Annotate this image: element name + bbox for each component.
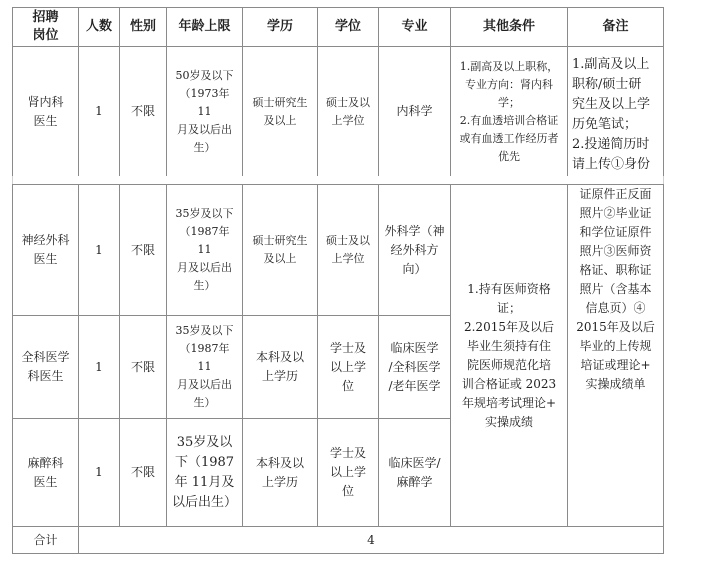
row-1-count: 1 <box>78 46 120 177</box>
row-2-age: 35岁及以下 （1987年 11 月及以后出 生） <box>166 184 243 316</box>
row-1-gender: 不限 <box>119 46 167 177</box>
row-3-education: 本科及以 上学历 <box>242 315 318 419</box>
row-2-degree: 硕士及以 上学位 <box>317 184 379 316</box>
row-4-degree: 学士及 以上学 位 <box>317 418 379 527</box>
total-value: 4 <box>78 526 664 554</box>
header-other-conditions: 其他条件 <box>450 7 568 47</box>
row-3-post: 全科医学 科医生 <box>12 315 79 419</box>
remarks-top: 1.副高及以上 职称/硕士研 究生及以上学 历免笔试； 2.投递简历时 请上传①身份 <box>567 46 664 177</box>
row-1-age: 50岁及以下 （1973年 11 月及以后出 生） <box>166 46 243 177</box>
row-1-major: 内科学 <box>378 46 451 177</box>
row-1-education: 硕士研究生 及以上 <box>242 46 318 177</box>
row-2-gender: 不限 <box>119 184 167 316</box>
header-count: 人数 <box>78 7 120 47</box>
row-2-education: 硕士研究生 及以上 <box>242 184 318 316</box>
row-4-major: 临床医学/ 麻醉学 <box>378 418 451 527</box>
header-age: 年龄上限 <box>166 7 243 47</box>
remarks-bottom: 证原件正反面 照片②毕业证 和学位证原件 照片③医师资 格证、职称证 照片（含基本 信息页）④ 2015年及以后 毕业的上传规 培证或理论+ 实操成绩单 <box>567 184 664 527</box>
row-4-age: 35岁及以 下（1987 年 11月及 以后出生） <box>166 418 243 527</box>
row-3-degree: 学士及 以上学 位 <box>317 315 379 419</box>
row-2-post: 神经外科 医生 <box>12 184 79 316</box>
section-gap <box>12 176 664 184</box>
row-1-degree: 硕士及以 上学位 <box>317 46 379 177</box>
row-3-count: 1 <box>78 315 120 419</box>
row-2-count: 1 <box>78 184 120 316</box>
row-3-gender: 不限 <box>119 315 167 419</box>
row-3-age: 35岁及以下 （1987年 11 月及以后出 生） <box>166 315 243 419</box>
row-1-other-conditions: 1.副高及以上职称， 专业方向：肾内科学； 2.有血透培训合格证 或有血透工作经历者 优先 <box>450 46 568 177</box>
header-post: 招聘 岗位 <box>12 7 79 47</box>
total-label: 合计 <box>12 526 79 554</box>
header-gender: 性别 <box>119 7 167 47</box>
row-4-gender: 不限 <box>119 418 167 527</box>
header-remarks: 备注 <box>567 7 664 47</box>
shared-other-conditions: 1.持有医师资格 证； 2.2015年及以后 毕业生须持有住 院医师规范化培 训合格证或 2023 年规培考试理论+ 实操成绩 <box>450 184 568 527</box>
row-2-major: 外科学（神 经外科方 向） <box>378 184 451 316</box>
row-3-major: 临床医学 /全科医学 /老年医学 <box>378 315 451 419</box>
row-4-count: 1 <box>78 418 120 527</box>
row-4-post: 麻醉科 医生 <box>12 418 79 527</box>
row-4-education: 本科及以 上学历 <box>242 418 318 527</box>
header-major: 专业 <box>378 7 451 47</box>
row-1-post: 肾内科 医生 <box>12 46 79 177</box>
header-degree: 学位 <box>317 7 379 47</box>
header-education: 学历 <box>242 7 318 47</box>
